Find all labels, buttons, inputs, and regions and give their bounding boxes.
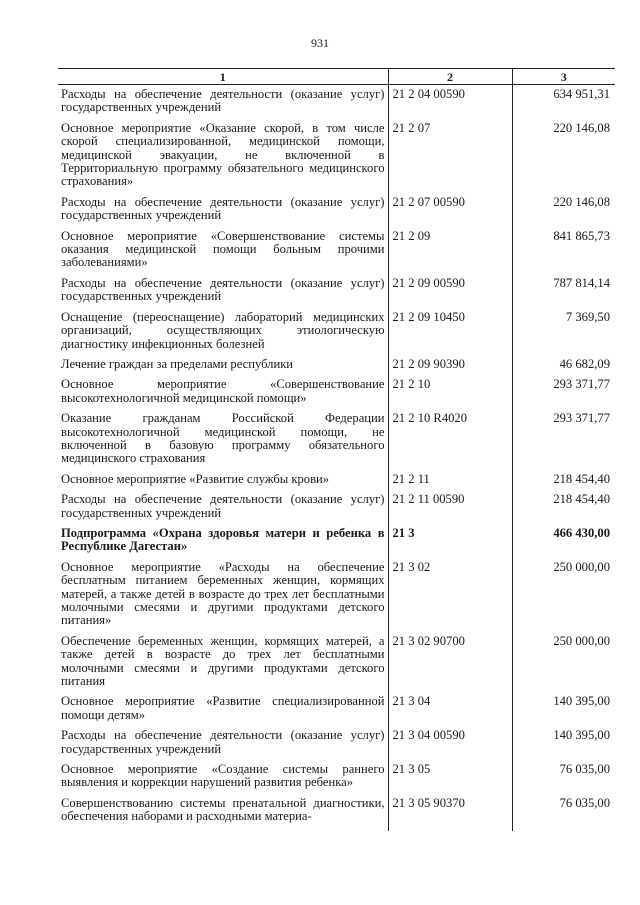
row-code-cell: 21 3 04	[388, 695, 512, 729]
row-amount-cell: 293 371,77	[553, 411, 610, 426]
row-amount-cell: 250 000,00	[553, 633, 610, 648]
row-code-cell: 21 2 09 00590	[388, 277, 512, 311]
row-name-cell: Лечение граждан за пределами республики	[58, 358, 388, 378]
row-amount-cell: 293 371,77	[553, 377, 610, 392]
row-name-cell: Основное мероприятие «Совершенствование высокотехнологичной медицинской помощи»	[58, 378, 388, 412]
table-row	[58, 473, 615, 493]
row-code-cell: 21 3 05 90370	[388, 797, 512, 831]
row-code-cell: 21 3	[388, 527, 512, 561]
row-code-cell: 21 2 10	[388, 378, 512, 412]
row-code-cell: 21 3 02 90700	[388, 635, 512, 696]
budget-table	[58, 68, 615, 831]
row-name-cell: Основное мероприятие «Расходы на обеспечение бесплатным питанием беременных женщин, кормящих матерей, а также детей в возрасте до трех лет бесплатными молочными смесями и другими продуктами детского питания»	[58, 561, 388, 635]
row-name-cell: Расходы на обеспечение деятельности (оказание услуг) государственных учреждений	[58, 493, 388, 527]
table-row	[58, 122, 615, 196]
column-header-code: 2	[388, 69, 512, 85]
page-number: 931	[311, 36, 329, 50]
table-header-row	[58, 69, 615, 85]
row-code-cell: 21 2 09 90390	[388, 358, 512, 378]
row-amount-cell: 218 454,40	[553, 471, 610, 486]
row-name-cell: Подпрограмма «Охрана здоровья матери и ребенка в Республике Дагестан»	[58, 527, 388, 561]
row-name-cell: Основное мероприятие «Создание системы раннего выявления и коррекции нарушений развития ребенка»	[58, 763, 388, 797]
row-code-cell: 21 3 05	[388, 763, 512, 797]
row-name-cell: Совершенствованию системы пренатальной диагностики, обеспечения наборами и расходными материа-	[58, 797, 388, 831]
table-row	[58, 378, 615, 412]
row-name-cell: Основное мероприятие «Совершенствование системы оказания медицинской помощи больным прочими заболеваниями»	[58, 230, 388, 277]
row-name-cell: Оказание гражданам Российской Федерации высокотехнологичной медицинской помощи, не включенной в базовую программу обязательного медицинского страхования	[58, 412, 388, 473]
row-name-cell: Расходы на обеспечение деятельности (оказание услуг) государственных учреждений	[58, 196, 388, 230]
row-amount-cell: 76 035,00	[559, 762, 610, 777]
row-name-cell: Основное мероприятие «Развитие специализированной помощи детям»	[58, 695, 388, 729]
row-name-cell: Расходы на обеспечение деятельности (оказание услуг) государственных учреждений	[58, 729, 388, 763]
table-row	[58, 729, 615, 763]
row-code-cell: 21 2 09	[388, 230, 512, 277]
table-row	[58, 196, 615, 230]
table-row	[58, 493, 615, 527]
row-amount-cell: 218 454,40	[553, 492, 610, 507]
row-code-cell: 21 2 10 R4020	[388, 412, 512, 473]
table-row	[58, 230, 615, 277]
row-name-cell: Основное мероприятие «Оказание скорой, в том числе скорой специализированной, медицинской помощи, медицинской эвакуации, не включенной в Территориальную программу обязательного медицинского страхования»	[58, 122, 388, 196]
row-amount-cell: 76 035,00	[559, 795, 610, 810]
row-amount-cell: 140 395,00	[553, 728, 610, 743]
row-amount-cell: 250 000,00	[553, 559, 610, 574]
table-row	[58, 797, 615, 831]
row-name-cell: Оснащение (переоснащение) лабораторий медицинских организаций, осуществляющих этиологическую диагностику инфекционных болезней	[58, 311, 388, 358]
row-code-cell: 21 2 07	[388, 122, 512, 196]
row-code-cell: 21 2 09 10450	[388, 311, 512, 358]
table-row	[58, 561, 615, 635]
row-name-cell: Основное мероприятие «Развитие службы крови»	[58, 473, 388, 493]
column-header-amount: 3	[512, 69, 615, 85]
table-row	[58, 277, 615, 311]
row-code-cell: 21 2 07 00590	[388, 196, 512, 230]
row-name-cell: Обеспечение беременных женщин, кормящих матерей, а также детей в возрасте до трех лет бесплатными молочными смесями и другими продуктами детского питания	[58, 635, 388, 696]
row-name-cell: Расходы на обеспечение деятельности (оказание услуг) государственных учреждений	[58, 85, 388, 122]
table-row	[58, 85, 615, 122]
row-code-cell: 21 2 04 00590	[388, 85, 512, 122]
row-amount-cell: 634 951,31	[553, 87, 610, 101]
row-amount-cell: 787 814,14	[553, 275, 610, 290]
row-code-cell: 21 3 04 00590	[388, 729, 512, 763]
row-code-cell: 21 2 11	[388, 473, 512, 493]
table-row	[58, 311, 615, 358]
table-row	[58, 695, 615, 729]
column-header-name: 1	[58, 69, 388, 85]
row-amount-cell: 46 682,09	[559, 356, 610, 371]
row-code-cell: 21 3 02	[388, 561, 512, 635]
row-amount-cell: 466 430,00	[553, 525, 610, 540]
table-row	[58, 527, 615, 561]
row-amount-cell: 220 146,08	[553, 194, 610, 209]
table-row	[58, 412, 615, 473]
row-amount-cell: 841 865,73	[553, 228, 610, 243]
table-row	[58, 763, 615, 797]
row-code-cell: 21 2 11 00590	[388, 493, 512, 527]
table-row	[58, 635, 615, 696]
table-row	[58, 358, 615, 378]
row-amount-cell: 140 395,00	[553, 694, 610, 709]
row-amount-cell: 220 146,08	[553, 120, 610, 135]
row-amount-cell: 7 369,50	[565, 309, 610, 324]
row-name-cell: Расходы на обеспечение деятельности (оказание услуг) государственных учреждений	[58, 277, 388, 311]
